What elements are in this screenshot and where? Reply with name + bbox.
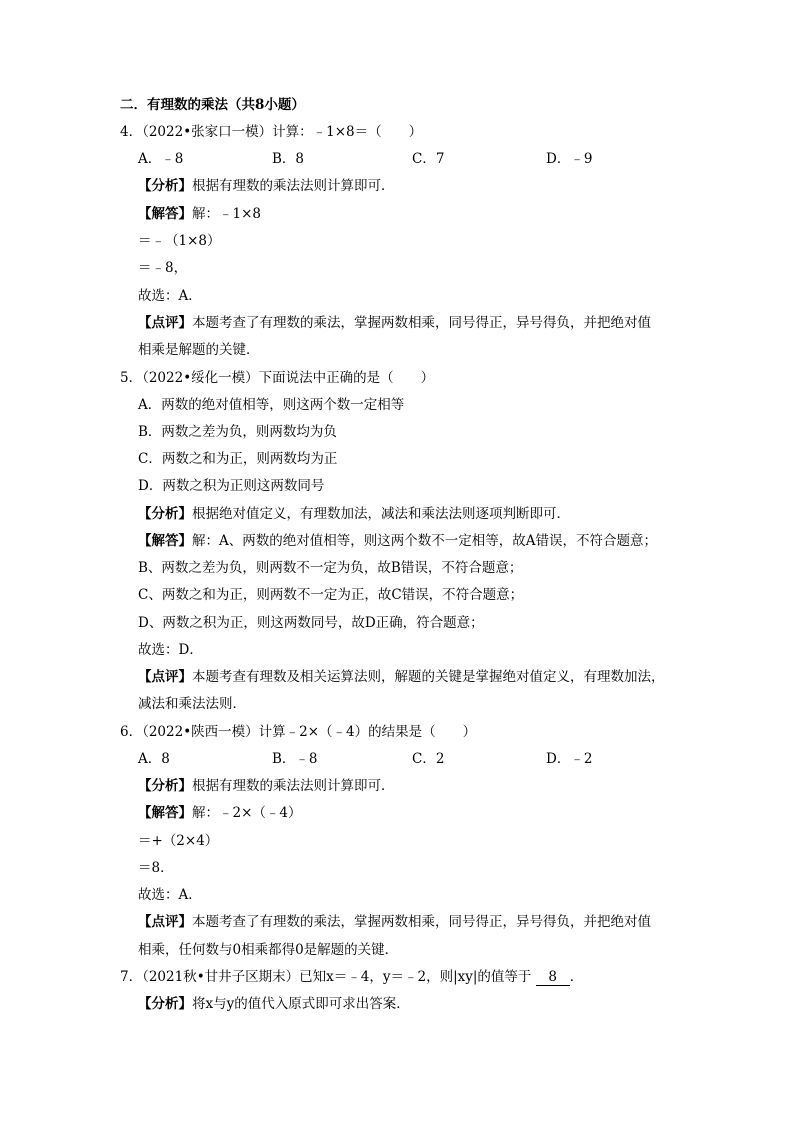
answer-line: 解：A、两数的绝对值相等，则这两个数不一定相等，故A错误，不符合题意；: [192, 533, 657, 549]
q6-option-a: A．8: [138, 751, 170, 767]
answer-line: C、两数之和为正，则两数不一定为正，故C错误，不符合题意；: [138, 587, 524, 603]
question-7-stem: [120, 967, 583, 987]
comment-tag: 【点评】: [138, 914, 192, 930]
answer-line: ＝8．: [138, 860, 174, 876]
q4-analysis: [138, 176, 395, 196]
answer-line: 故选：A．: [138, 887, 202, 903]
answer-tag: 【解答】: [138, 805, 192, 821]
comment-line: 本题考查有理数及相关运算法则，解题的关键是掌握绝对值定义，有理数加法，: [192, 669, 665, 685]
analysis-text: 将x与y的值代入原式即可求出答案．: [192, 996, 410, 1012]
analysis-tag: 【分析】: [138, 178, 192, 194]
answer-line: 解：﹣1×8: [192, 206, 261, 222]
q4-answer: [138, 204, 261, 224]
answer-blank: 8: [536, 969, 570, 986]
q6-analysis: [138, 776, 395, 796]
question-6-stem: 6．（2022•陕西一模）计算﹣2×（﹣4）的结果是（ ）: [120, 724, 477, 740]
analysis-text: 根据有理数的乘法法则计算即可．: [192, 778, 395, 794]
answer-line: ＝+（2×4）: [138, 833, 219, 849]
q4-comment: [138, 313, 651, 333]
analysis-text: 根据绝对值定义，有理数加法，减法和乘法法则逐项判断即可．: [192, 506, 570, 522]
q6-comment: [138, 912, 651, 932]
q4-option-b: B．8: [272, 151, 305, 167]
answer-line: 解：﹣2×（﹣4）: [192, 805, 302, 821]
q5-analysis: [138, 504, 570, 524]
answer-line: ＝﹣（1×8）: [138, 233, 221, 249]
q5-option-b: B．两数之差为负，则两数均为负: [138, 424, 337, 440]
stem-end: ．: [569, 969, 584, 985]
analysis-tag: 【分析】: [138, 778, 192, 794]
comment-tag: 【点评】: [138, 315, 192, 331]
q6-option-b: B．﹣8: [272, 751, 318, 767]
comment-line: 本题考查了有理数的乘法，掌握两数相乘，同号得正，异号得负，并把绝对值: [192, 914, 651, 930]
analysis-text: 根据有理数的乘法法则计算即可．: [192, 178, 395, 194]
q6-option-c: C．2: [412, 751, 445, 767]
q4-option-a: A．﹣8: [138, 151, 184, 167]
stem-text: 7．（2021秋•甘井子区期末）已知x＝﹣4，y＝﹣2，则|xy|的值等于: [120, 969, 532, 985]
analysis-tag: 【分析】: [138, 506, 192, 522]
q4-option-c: C．7: [412, 151, 445, 167]
question-4-stem: 4．（2022•张家口一模）计算：﹣1×8＝（ ）: [120, 124, 423, 140]
q5-option-d: D．两数之积为正则这两数同号: [138, 478, 325, 494]
q5-answer: [138, 531, 657, 551]
answer-tag: 【解答】: [138, 206, 192, 222]
answer-tag: 【解答】: [138, 533, 192, 549]
comment-line: 相乘是解题的关键．: [138, 342, 260, 358]
answer-line: ＝﹣8，: [138, 260, 188, 276]
q7-analysis: [138, 994, 410, 1014]
q5-comment: [138, 667, 665, 687]
comment-line: 减法和乘法法则．: [138, 696, 246, 712]
q5-option-a: A．两数的绝对值相等，则这两个数一定相等: [138, 397, 405, 413]
q6-option-d: D．﹣2: [546, 751, 593, 767]
question-5-stem: 5．（2022•绥化一模）下面说法中正确的是（ ）: [120, 370, 435, 386]
answer-line: B、两数之差为负，则两数不一定为负，故B错误，不符合题意；: [138, 560, 523, 576]
answer-line: 故选：D．: [138, 642, 203, 658]
q4-option-d: D．﹣9: [546, 151, 593, 167]
comment-line: 本题考查了有理数的乘法，掌握两数相乘，同号得正，异号得负，并把绝对值: [192, 315, 651, 331]
comment-line: 相乘，任何数与0相乘都得0是解题的关键．: [138, 942, 399, 958]
answer-line: 故选：A．: [138, 288, 202, 304]
analysis-tag: 【分析】: [138, 996, 192, 1012]
comment-tag: 【点评】: [138, 669, 192, 685]
q6-answer: [138, 803, 302, 823]
q5-option-c: C．两数之和为正，则两数均为正: [138, 451, 338, 467]
answer-line: D、两数之积为正，则这两数同号，故D正确，符合题意；: [138, 615, 484, 631]
section-title: 二．有理数的乘法（共8小题）: [120, 97, 305, 113]
